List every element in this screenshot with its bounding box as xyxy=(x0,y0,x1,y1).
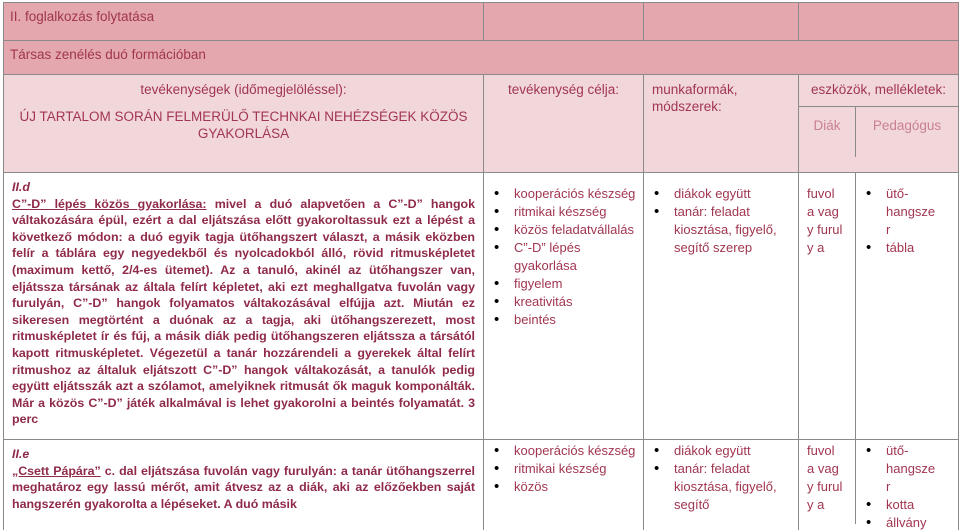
section-title-cell xyxy=(4,3,484,41)
student-label: Diák xyxy=(799,107,856,157)
goal-item: • beintés xyxy=(490,311,639,329)
activity-code-2: II.e xyxy=(12,447,30,461)
methods-list-1 xyxy=(644,173,798,257)
teacher-label: Pedagógus xyxy=(872,118,942,133)
methods-cell-2 xyxy=(644,440,799,530)
section-subtitle: Társas zenélés duó formációban xyxy=(10,47,206,62)
teacher-tool-item: • kotta xyxy=(862,496,954,514)
activity-title-1: C”-D” lépés közös gyakorlása: xyxy=(12,196,207,211)
activities-label: tevékenységek (időmegjelöléssel): xyxy=(140,82,347,97)
section-title: II. foglalkozás folytatása xyxy=(10,9,155,24)
student-tools-1: fuvol a vagy furuly a xyxy=(807,186,843,255)
activity-text-2 xyxy=(4,440,483,512)
activities-header xyxy=(4,75,484,173)
activity-text-1 xyxy=(4,173,483,428)
methods-cell-1 xyxy=(644,173,799,440)
method-item: • tanár: feladat kiosztása, figyelő, segítő szerep xyxy=(650,203,794,257)
goal-item: • ritmikai készség xyxy=(490,460,639,478)
activity-body-1: mivel a duó alapvetően a C”-D” hangok váltakozására épül, ezért a dal eljátszása előtt gyakoroltassuk ezt a lépést a következő módon: a duó egyik tagja ütőhangszert választ, a másik eközben felír a táblára egy negyedekből és nyolcadokból álló, rövid ritmusképletet (maximum kettő, 2/4-es ütemet). Az a tanuló, akinél az ütőhangszer van, eljátssza társának az általa felírt képletet, aki ezt meghallgatva fuvolán vagy furulyán, C”-D” hangok folyamatos váltakozásával elfújja azt. Miután ez sikeresen megtörtént a duónak az a tagja, aki ütőhangszerezett, most ritmusképletet ír és fúj, a másik diák pedig ütőhangszeren eljátssza a társától kapott ritmusképletet. Végezetül a tanár hozzárendeli a gyerekek által felírt ritmushoz az általuk eljátszott C”-D” hangok váltakozását, a tanulók pedig együtt eljátsszák azt a szólamot, amelyiknek ritmusát ők maguk komponálták. Már a közös C”-D” játék alkalmával is lehet gyakorolni a beintés folyamatát. 3 perc xyxy=(12,196,475,427)
methods-list-2 xyxy=(644,440,798,514)
method-item: • diákok együtt xyxy=(650,442,794,460)
methods-header xyxy=(644,75,799,173)
goal-cell-2 xyxy=(484,440,644,530)
activity-body-2: c. dal eljátszása fuvolán vagy furulyán: a tanár ütőhangszerrel meghatároz egy lassú mérőt, amit átvesz az a diák, aki az előzőekben saját hangszerén gyakorolta a lépéseket. A duó másik xyxy=(12,463,475,511)
goal-item: • kooperációs készség xyxy=(490,442,639,460)
goal-label: tevékenység célja: xyxy=(507,82,620,97)
activity-code-1: II.d xyxy=(12,180,30,194)
goal-item: • ritmikai készség xyxy=(490,203,639,221)
tools-cell-2 xyxy=(799,440,959,530)
goal-header xyxy=(484,75,644,173)
teacher-tool-item: • ütő-hangsze r xyxy=(862,442,940,496)
student-tools-2: fuvol a vagy furuly a xyxy=(807,443,843,512)
activity-cell-2 xyxy=(4,440,484,530)
goal-list-2 xyxy=(484,440,643,496)
teacher-tools-list-2 xyxy=(856,440,958,530)
goal-list-1 xyxy=(484,173,643,329)
tools-cell-1 xyxy=(799,173,959,440)
teacher-tools-list-1 xyxy=(856,173,958,257)
goal-item: • figyelem xyxy=(490,275,639,293)
activity-title-2: „Csett Pápára” xyxy=(12,463,101,478)
goal-item: • közös feladatvállalás xyxy=(490,221,639,239)
lesson-plan-table xyxy=(3,2,959,530)
teacher-tool-item: • tábla xyxy=(862,239,954,257)
goal-item: • C”-D” lépés gyakorlása xyxy=(490,239,639,275)
tools-header xyxy=(799,75,959,173)
teacher-tool-item: • ütő-hangsze r xyxy=(862,185,940,239)
goal-item: • kooperációs készség xyxy=(490,185,639,203)
goal-item: • kreativitás xyxy=(490,293,639,311)
methods-label: munkaformák, módszerek: xyxy=(652,82,738,114)
section-subtitle-cell xyxy=(4,41,959,75)
method-item: • diákok együtt xyxy=(650,185,794,203)
new-content-label: ÚJ TARTALOM SORÁN FELMERÜLŐ TECHNKAI NEHÉZSÉGEK KÖZÖS GYAKORLÁSA xyxy=(19,109,468,141)
activity-cell-1 xyxy=(4,173,484,440)
goal-cell-1 xyxy=(484,173,644,440)
goal-item: • közös xyxy=(490,478,639,496)
tools-label: eszközök, mellékletek: xyxy=(799,81,958,107)
teacher-tool-item: • állvány xyxy=(862,514,954,530)
method-item: • tanár: feladat kiosztása, figyelő, segítő xyxy=(650,460,794,514)
